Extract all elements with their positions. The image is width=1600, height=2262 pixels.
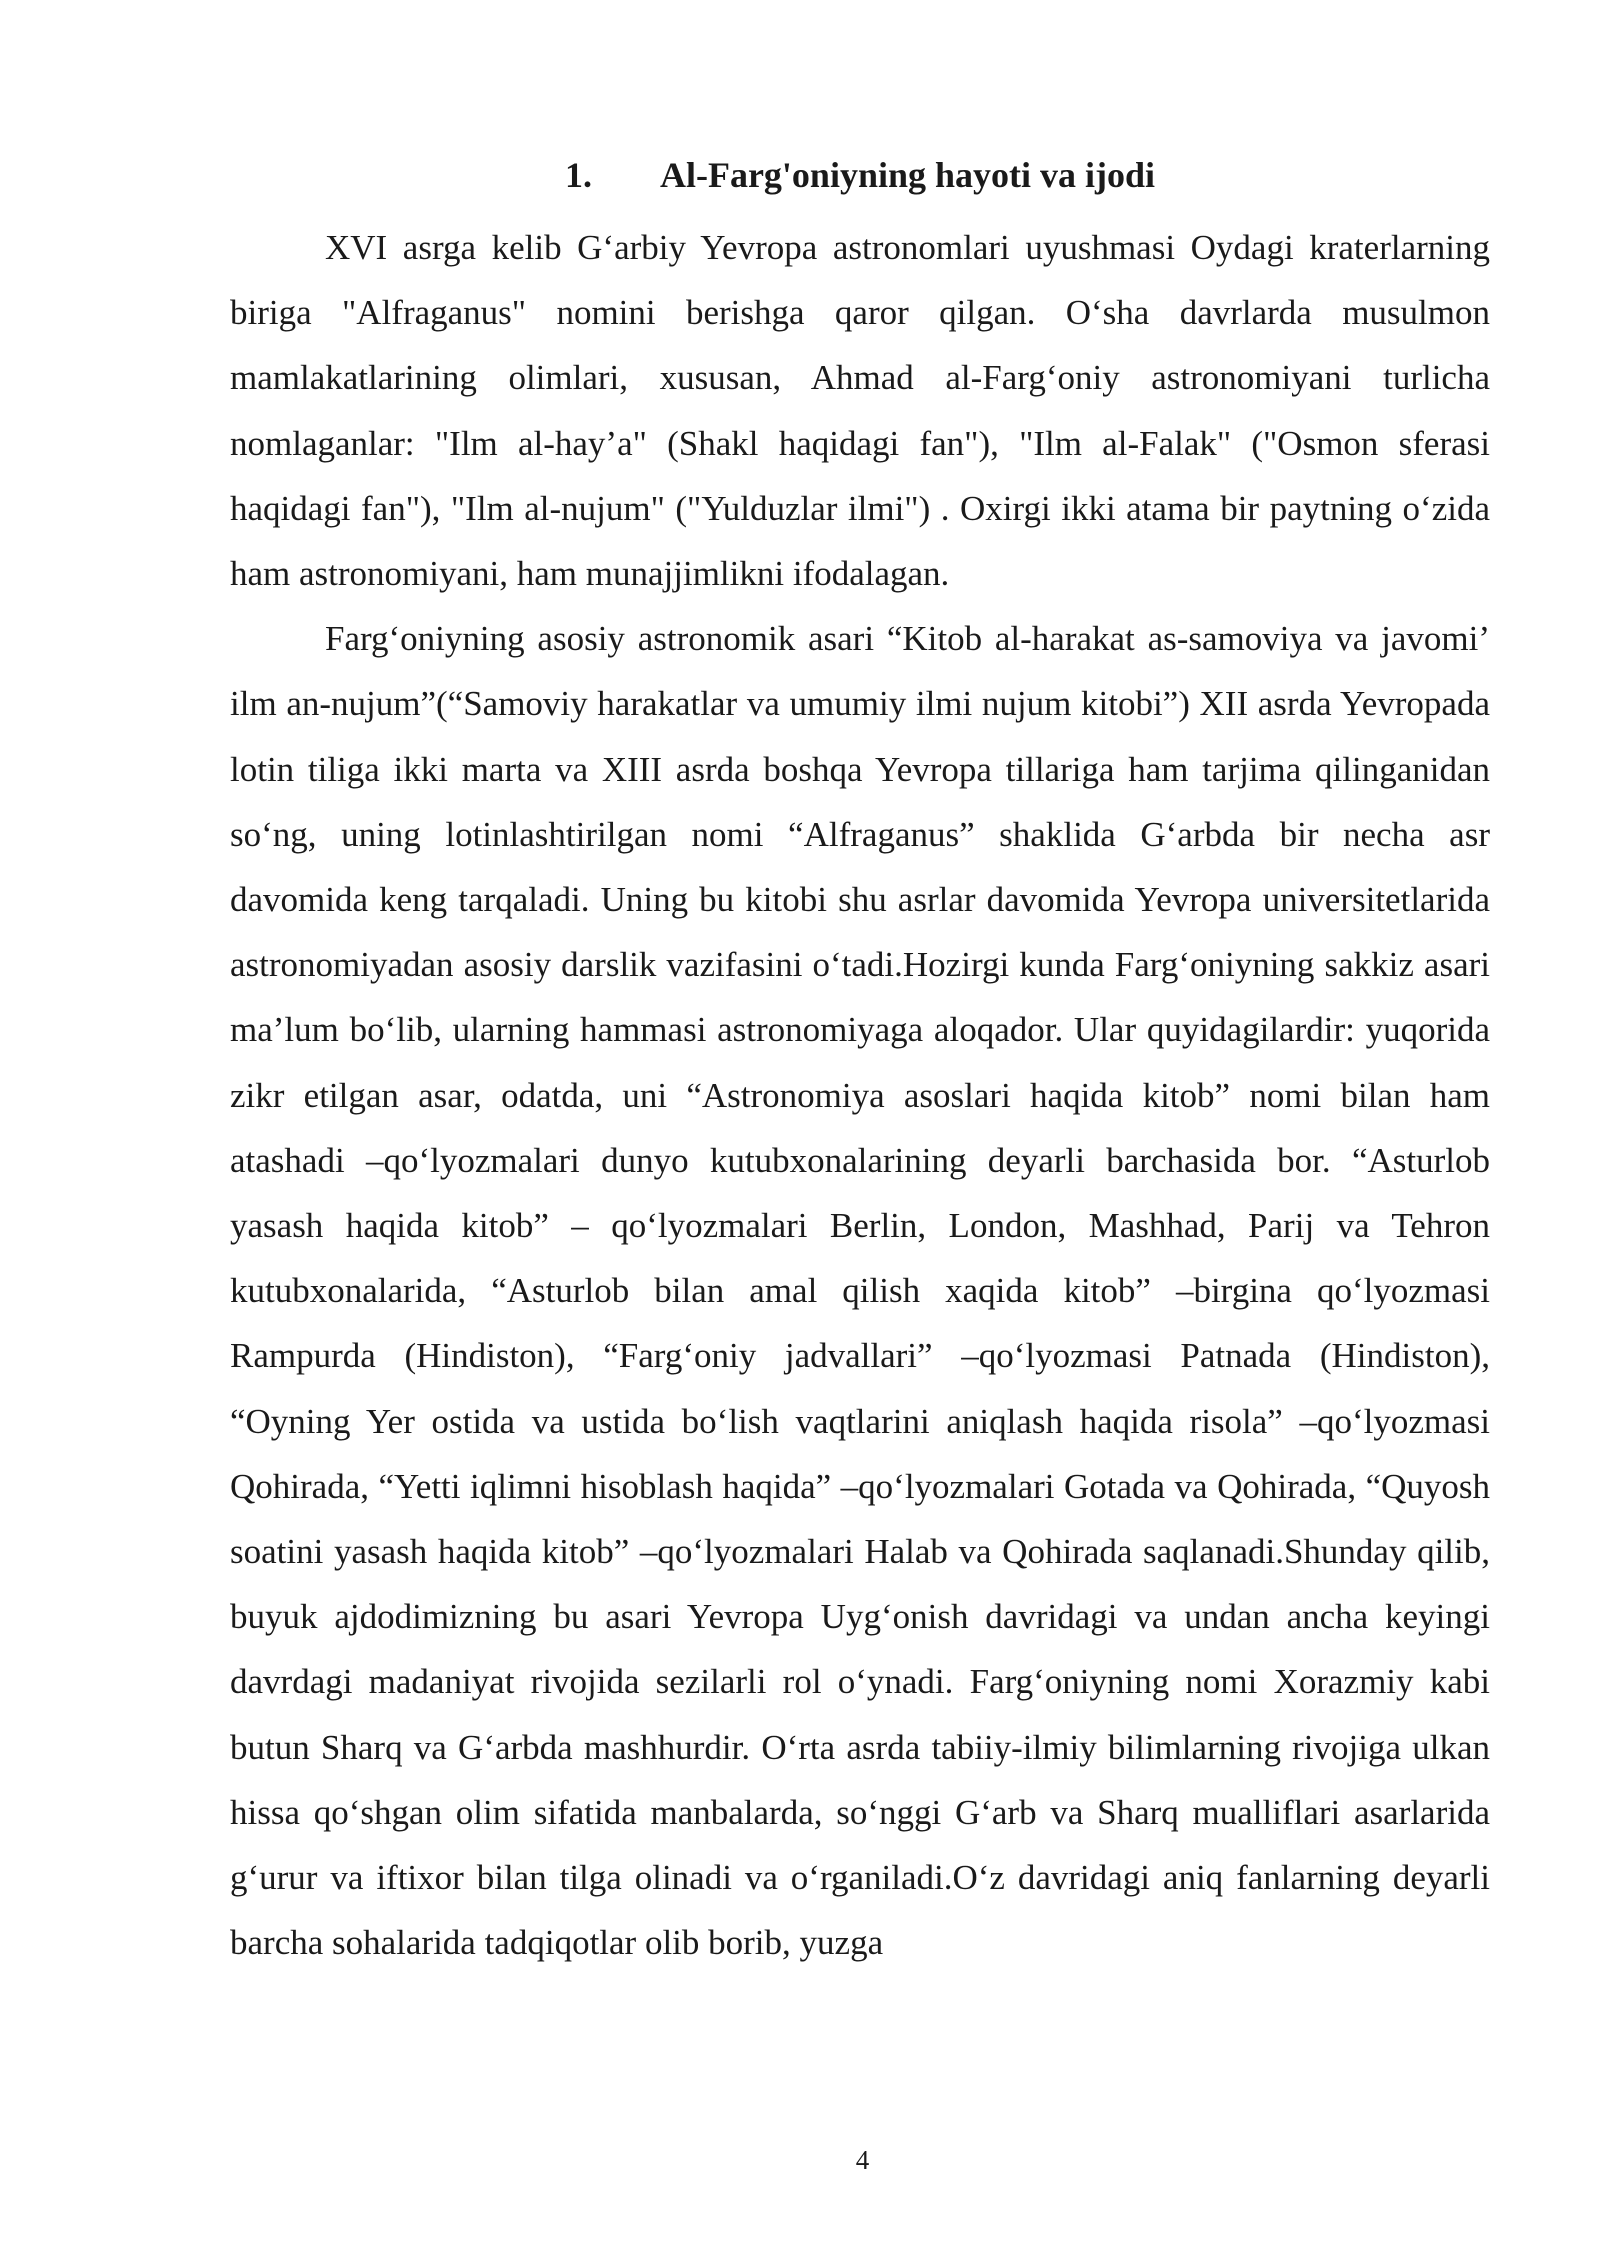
paragraph-1: XVI asrga kelib G‘arbiy Yevropa astronomlari uyushmasi Oydagi kraterlarning biriga "Alfraganus" nomini berishga qaror qilgan. O‘sha davrlarda musulmon mamlakatlarining olimlari, xususan, Ahmad al-Farg‘oniy astronomiyani turlicha nomlaganlar: "Ilm al-hay’a" (Shakl haqidagi fan"), "Ilm al-Falak" ("Osmon sferasi haqidagi fan"), "Ilm al-nujum" ("Yulduzlar ilmi") . Oxirgi ikki atama bir paytning o‘zida ham astronomiyani, ham munajjimlikni ifodalagan. <box>230 228 1490 594</box>
section-heading <box>230 150 1490 200</box>
paragraph-2: Farg‘oniyning asosiy astronomik asari “Kitob al-harakat as-samoviya va javomi’ ilm an-nujum”(“Samoviy harakatlar va umumiy ilmi nujum kitobi”) XII asrda Yevropada lotin tiliga ikki marta va XIII asrda boshqa Yevropa tillariga ham tarjima qilinganidan so‘ng, uning lotinlashtirilgan nomi “Alfraganus” shaklida G‘arbda bir necha asr davomida keng tarqaladi. Uning bu kitobi shu asrlar davomida Yevropa universitetlarida astronomiyadan asosiy darslik vazifasini o‘tadi.Hozirgi kunda Farg‘oniyning sakkiz asari ma’lum bo‘lib, ularning hammasi astronomiyaga aloqador. Ular quyidagilardir: yuqorida zikr etilgan asar, odatda, uni “Astronomiya asoslari haqida kitob” nomi bilan ham atashadi –qo‘lyozmalari dunyo kutubxonalarining deyarli barchasida bor. “Asturlob yasash haqida kitob” – qo‘lyozmalari Berlin, London, Mashhad, Parij va Tehron kutubxonalarida, “Asturlob bilan amal qilish xaqida kitob” –birgina qo‘lyozmasi Rampurda (Hindiston), “Farg‘oniy jadvallari” –qo‘lyozmasi Patnada (Hindiston), “Oyning Yer ostida va ustida bo‘lish vaqtlarini aniqlash haqida risola” –qo‘lyozmasi Qohirada, “Yetti iqlimni hisoblash haqida” –qo‘lyozmalari Gotada va Qohirada, “Quyosh soatini yasash haqida kitob” –qo‘lyozmalari Halab va Qohirada saqlanadi.Shunday qilib, buyuk ajdodimizning bu asari Yevropa Uyg‘onish davridagi va undan ancha keyingi davrdagi madaniyat rivojida sezilarli rol o‘ynadi. Farg‘oniyning nomi Xorazmiy kabi butun Sharq va G‘arbda mashhurdir. O‘rta asrda tabiiy-ilmiy bilimlarning rivojiga ulkan hissa qo‘shgan olim sifatida manbalarda, so‘nggi G‘arb va Sharq mualliflari asarlarida g‘urur va iftixor bilan tilga olinadi va o‘rganiladi.O‘z davridagi aniq fanlarning deyarli barcha sohalarida tadqiqotlar olib borib, yuzga <box>230 619 1490 1963</box>
section-number: 1. <box>564 155 592 195</box>
section-title: Al-Farg'oniyning hayoti va ijodi <box>659 155 1156 195</box>
page-number: 4 <box>855 2145 870 2175</box>
document-page <box>230 150 1490 1975</box>
